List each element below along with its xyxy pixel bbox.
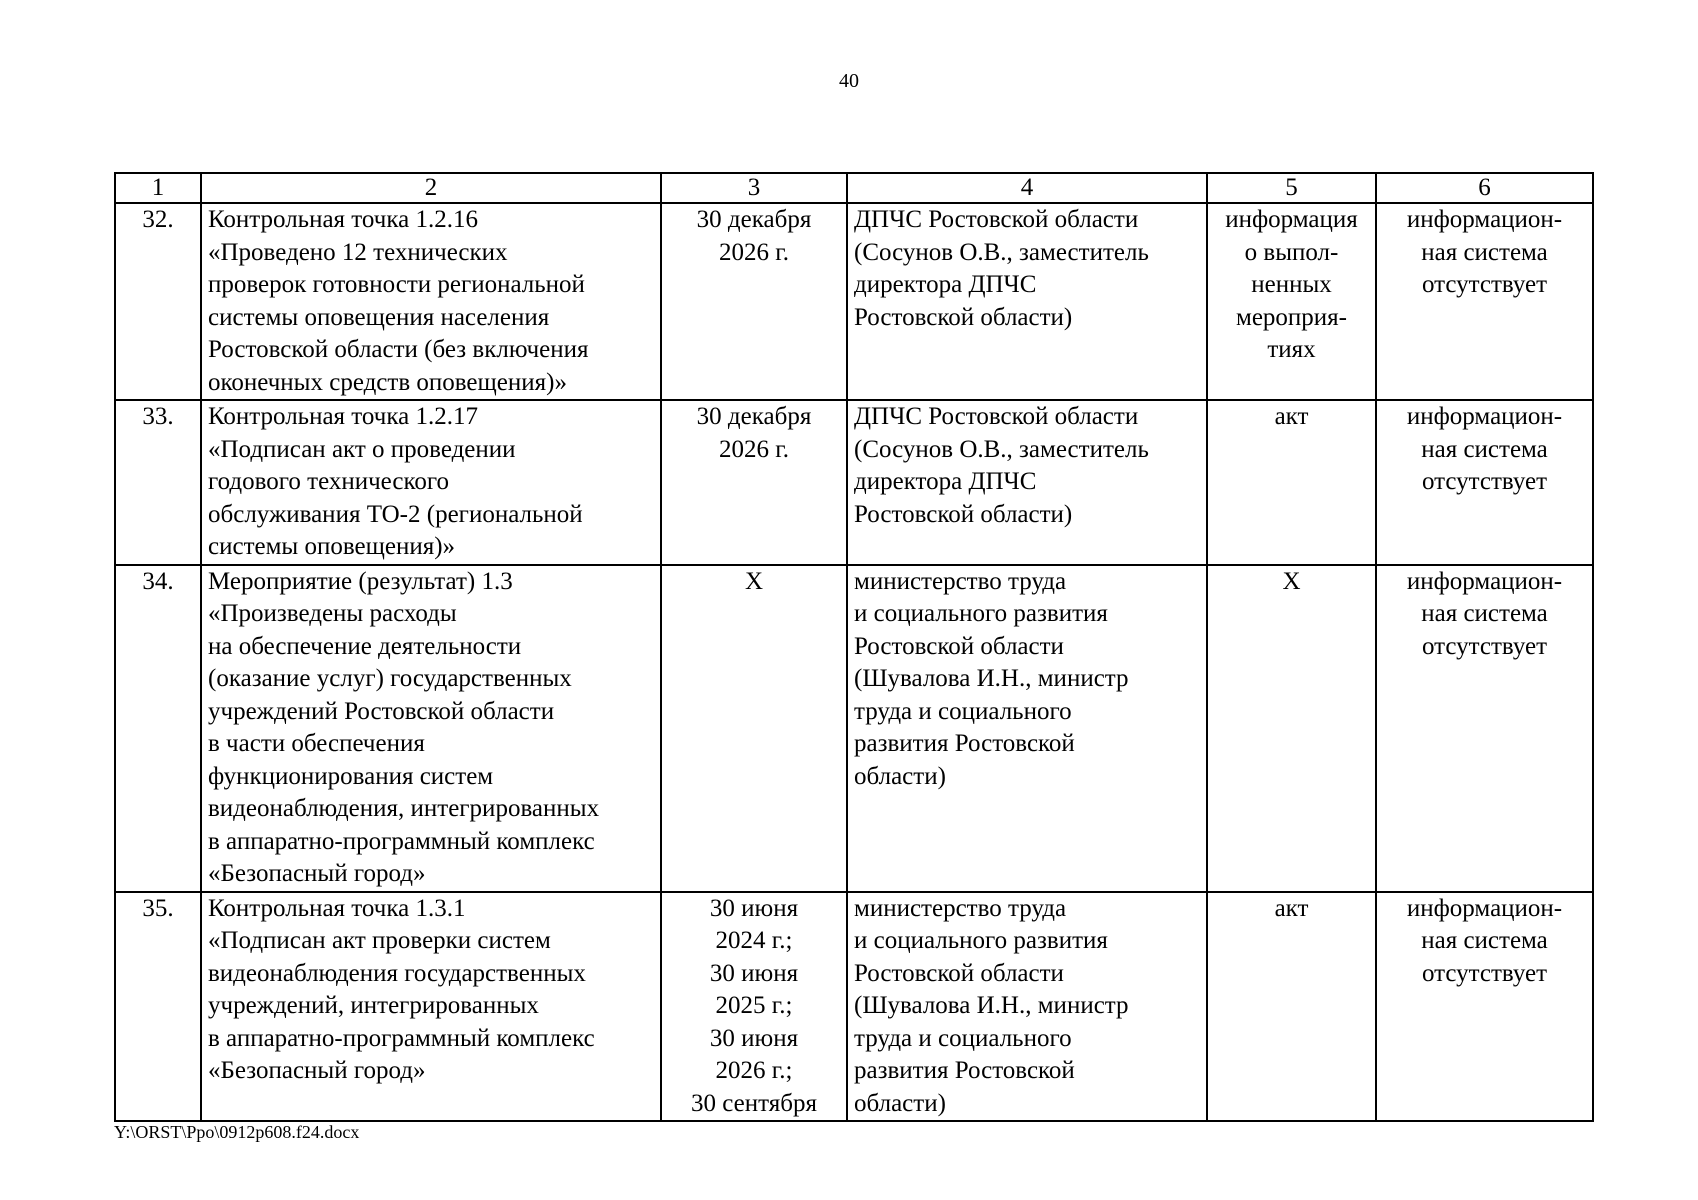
cell-line: «Безопасный город»	[208, 1057, 426, 1084]
cell-line: на обеспечение деятельности	[208, 632, 522, 660]
cell-line: информацион-	[1406, 567, 1563, 595]
cell-line: 30 декабря	[696, 403, 812, 430]
cell-line: ненных	[1251, 271, 1332, 298]
cell-line: 30 июня	[709, 894, 799, 922]
responsible-cell	[847, 400, 1207, 565]
cell-line: информацион-	[1406, 403, 1563, 430]
cell-line: министерство труда	[854, 567, 1067, 595]
cell-line: Ростовской области	[854, 632, 1064, 660]
deadline-cell	[661, 892, 847, 1122]
cell-line: о выпол-	[1244, 238, 1339, 266]
cell-line: (оказание услуг) государственных	[208, 665, 572, 692]
description-cell	[201, 400, 661, 565]
cell-line: видеонаблюдения, интегрированных	[208, 795, 600, 822]
cell-line: области)	[854, 762, 946, 790]
cell-line: труда и социального	[854, 697, 1072, 725]
cell-line: мероприя-	[1236, 303, 1347, 331]
cell-line: и социального развития	[854, 600, 1108, 627]
cell-line: министерство труда	[854, 894, 1067, 922]
cell-line: Ростовской области (без включения	[208, 336, 589, 363]
info-system-cell	[1376, 203, 1593, 400]
cell-line: ная система	[1421, 927, 1548, 954]
row-number-cell: 34.	[115, 565, 201, 892]
document-type-cell	[1207, 203, 1376, 400]
cell-line: ДПЧС Ростовской области	[854, 403, 1139, 430]
column-header: 4	[847, 173, 1207, 203]
cell-line: 30 сентября	[691, 1089, 817, 1117]
row-number-cell: 33.	[115, 400, 201, 565]
cell-line: Ростовской области)	[854, 500, 1073, 528]
cell-line: учреждений, интегрированных	[208, 992, 539, 1019]
cell-line: системы оповещения)»	[208, 533, 456, 560]
table-row	[115, 565, 1593, 892]
cell-line: и социального развития	[854, 927, 1108, 954]
cell-line: Контрольная точка 1.2.16	[208, 206, 478, 233]
cell-line: директора ДПЧС	[854, 271, 1037, 298]
cell-line: (Шувалова И.Н., министр	[854, 992, 1129, 1019]
info-system-cell	[1376, 565, 1593, 892]
cell-line: Ростовской области)	[854, 303, 1073, 331]
page-number: 40	[839, 70, 859, 92]
cell-line: Ростовской области	[854, 959, 1064, 987]
cell-line: оконечных средств оповещения)»	[208, 368, 567, 396]
column-header: 2	[201, 173, 661, 203]
deadline-cell	[661, 565, 847, 892]
document-type-cell	[1207, 565, 1376, 892]
document-type-cell	[1207, 892, 1376, 1122]
info-system-cell	[1376, 892, 1593, 1122]
deadline-cell	[661, 203, 847, 400]
table-row	[115, 892, 1593, 1122]
cell-line: в аппаратно-программный комплекс	[208, 827, 595, 855]
cell-line: ная система	[1421, 238, 1548, 266]
info-system-cell	[1376, 400, 1593, 565]
cell-line: тиях	[1267, 336, 1316, 363]
column-header: 3	[661, 173, 847, 203]
cell-line: развития Ростовской	[854, 730, 1075, 757]
table-row	[115, 400, 1593, 565]
cell-line: годового технического	[208, 468, 449, 495]
deadline-cell	[661, 400, 847, 565]
cell-line: проверок готовности региональной	[208, 271, 585, 298]
description-cell	[201, 565, 661, 892]
responsible-cell	[847, 203, 1207, 400]
cell-line: системы оповещения населения	[208, 303, 550, 331]
cell-line: «Подписан акт о проведении	[208, 435, 516, 463]
responsible-cell	[847, 565, 1207, 892]
cell-line: (Шувалова И.Н., министр	[854, 665, 1129, 692]
cell-line: видеонаблюдения государственных	[208, 959, 586, 987]
cell-line: Мероприятие (результат) 1.3	[208, 567, 513, 595]
cell-line: обслуживания ТО-2 (региональной	[208, 500, 583, 528]
cell-line: отсутствует	[1421, 959, 1548, 987]
cell-line: отсутствует	[1421, 271, 1548, 298]
cell-line: в аппаратно-программный комплекс	[208, 1024, 595, 1052]
cell-line: труда и социального	[854, 1024, 1072, 1052]
column-header: 5	[1207, 173, 1376, 203]
cell-line: в части обеспечения	[208, 730, 425, 757]
cell-line: Х	[744, 567, 764, 595]
row-number-cell: 35.	[115, 892, 201, 1122]
cell-line: акт	[1274, 894, 1309, 922]
cell-line: (Сосунов О.В., заместитель	[854, 435, 1149, 463]
cell-line: «Подписан акт проверки систем	[208, 927, 551, 954]
column-header: 1	[115, 173, 201, 203]
cell-line: учреждений Ростовской области	[208, 697, 555, 725]
cell-line: ная система	[1421, 600, 1548, 627]
cell-line: «Произведены расходы	[208, 600, 457, 627]
cell-line: (Сосунов О.В., заместитель	[854, 238, 1149, 266]
cell-line: 2026 г.	[719, 238, 789, 266]
cell-line: 30 июня	[709, 1024, 799, 1052]
cell-line: «Проведено 12 технических	[208, 238, 508, 266]
table-row	[115, 203, 1593, 400]
cell-line: 30 декабря	[696, 206, 812, 233]
cell-line: информация	[1225, 206, 1358, 233]
cell-line: информацион-	[1406, 206, 1563, 233]
cell-line: Х	[1282, 567, 1301, 595]
cell-line: Контрольная точка 1.2.17	[208, 403, 478, 430]
column-header: 6	[1376, 173, 1593, 203]
cell-line: развития Ростовской	[854, 1057, 1075, 1084]
cell-line: Контрольная точка 1.3.1	[208, 894, 466, 922]
document-type-cell	[1207, 400, 1376, 565]
description-cell	[201, 203, 661, 400]
responsible-cell	[847, 892, 1207, 1122]
cell-line: функционирования систем	[208, 762, 494, 790]
cell-line: ДПЧС Ростовской области	[854, 206, 1139, 233]
header-row	[115, 173, 1593, 203]
cell-line: директора ДПЧС	[854, 468, 1037, 495]
description-cell	[201, 892, 661, 1122]
cell-line: отсутствует	[1421, 632, 1548, 660]
cell-line: информацион-	[1406, 894, 1563, 922]
cell-line: отсутствует	[1421, 468, 1548, 495]
cell-line: 2025 г.;	[715, 992, 793, 1019]
cell-line: 30 июня	[709, 959, 799, 987]
cell-line: 2024 г.;	[715, 927, 793, 954]
cell-line: 2026 г.	[719, 435, 789, 463]
cell-line: ная система	[1421, 435, 1548, 463]
row-number-cell: 32.	[115, 203, 201, 400]
plan-table	[114, 172, 1594, 1122]
cell-line: акт	[1274, 403, 1309, 430]
cell-line: «Безопасный город»	[208, 860, 426, 887]
cell-line: 2026 г.;	[715, 1057, 793, 1084]
file-path: Y:\ORST\Ppo\0912p608.f24.docx	[114, 1122, 360, 1142]
cell-line: области)	[854, 1089, 946, 1117]
